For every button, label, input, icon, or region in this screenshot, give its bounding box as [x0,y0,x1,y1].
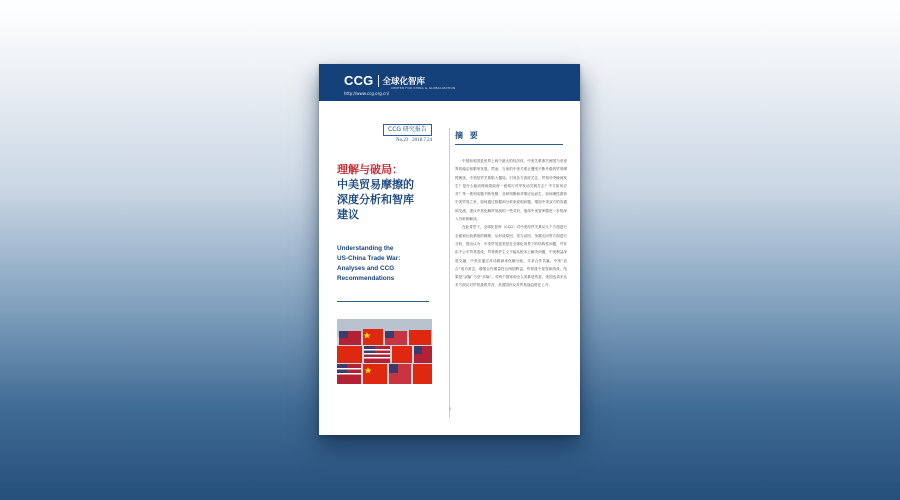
cover-photo-flag-containers [337,319,432,384]
logo-subtitle: CENTER FOR CHINA & GLOBALIZATION [391,86,456,90]
abstract-paragraph: 中国和美国是世界上两个最大的经济体，中美关系事关两国乃至世界的稳定和繁荣发展。然而，当前的中美关系正遭受不断升级的贸易摩擦困扰，中美经贸关系陷入僵局。引发各方高度关注，贸易冲突缘何发生？是什么驱动特朗普政府一意孤行对华发动关税打击？中方如何应对？等一系列话题不断发酵，各种判断和对策应运而生，如何理性看待中美贸易之争，如何通过数据和分析来说明问题，增加中美双方的沟通和交流，建议中美化解贸易战的一些共识，值得中美智库做进一步的深入分析和解读。 [455,159,567,222]
abstract-divider [455,144,563,145]
title-cn-line-1: 理解与破局： [337,163,403,176]
title-en-line-4: Recommendations [337,275,395,282]
title-en-line-1: Understanding the [337,245,394,252]
title-divider [337,301,429,302]
title-cn-line-2: 中美贸易摩擦的 [337,178,414,191]
report-title-english [337,244,447,284]
abstract-body [455,157,567,412]
website-url: http://www.ccg.org.cn/ [344,91,390,96]
title-en-line-3: Analyses and CCG [337,265,395,272]
logo-divider [378,75,379,87]
report-title-chinese [337,162,449,222]
report-tag: CCG 研究报告 [383,124,432,136]
abstract-heading: 摘 要 [455,131,480,140]
title-cn-line-4: 建议 [337,208,359,221]
report-date: 2018.7.24 [412,138,433,143]
report-meta [396,138,432,143]
report-number: No.23 [396,138,409,143]
logo-mark: CCG [344,73,374,88]
title-cn-line-3: 深度分析和智库 [337,193,414,206]
logo-chinese-name: 全球化智库 [382,76,426,87]
abstract-paragraph: 在此背景下，全球化智库（CCG）对中美经贸关系从几个方面进行全面和比较系统的梳理，从形成原因、美方动因、争端走向等方面进行分析，提出认为：中美贸易逆差是在全球化背景下的结构性问题，并非由不公平贸易造成，贸易保护主义不能从根本上解决问题，中美利益深度交融，中美应通过对话磋商来化解分歧，寻求合作共赢。中美“竞合”成为常态，增强合作增量符合两国利益，贸易战不是零和游戏，结果是“双输”乃至“多输”。对两个国家和全人类都是伤害，美国也须多从多方面反对贸易战的声音，美国国内反对贸易战趋势在上升。 [455,225,567,288]
header-banner [319,64,580,101]
report-document [319,64,580,435]
title-en-line-2: US-China Trade War: [337,255,401,262]
column-divider [449,128,450,418]
page-number: 1 [449,407,452,411]
